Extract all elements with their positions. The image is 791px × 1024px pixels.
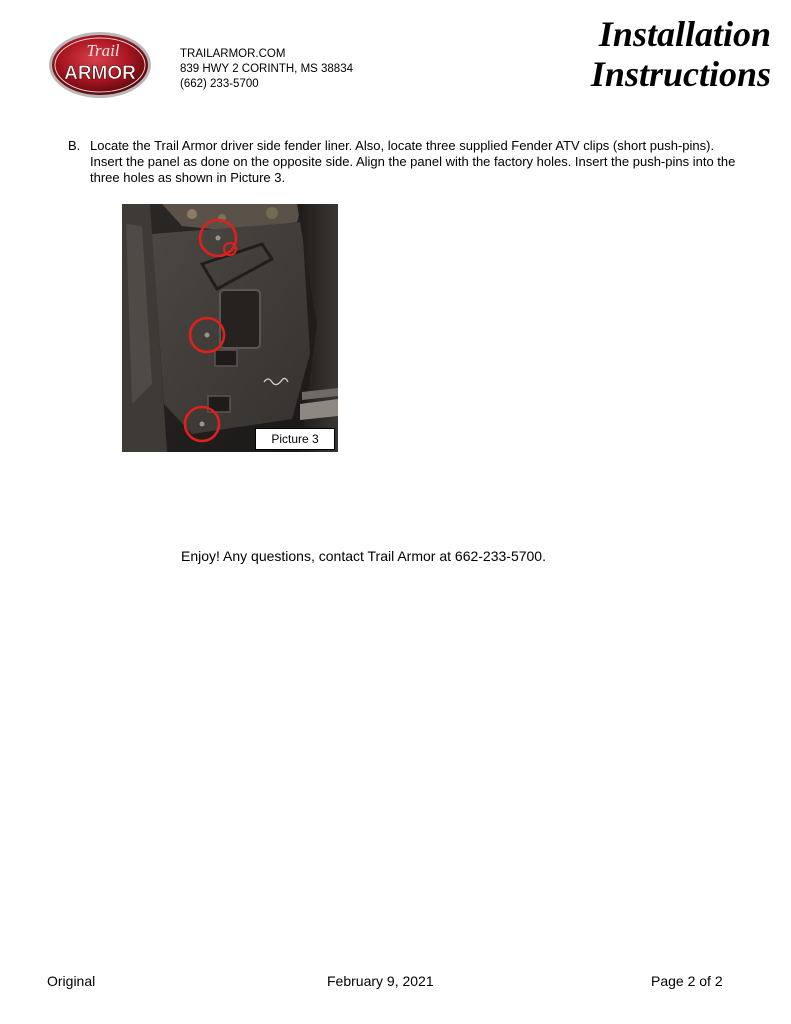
website-text: TRAILARMOR.COM	[180, 48, 286, 60]
trail-armor-logo	[48, 30, 152, 100]
logo-graphic	[48, 30, 152, 100]
title-line-2: Instructions	[590, 54, 771, 94]
phone-text: (662) 233-5700	[180, 78, 259, 90]
photo-graphic	[122, 204, 338, 452]
instruction-step	[68, 138, 748, 186]
step-marker: B.	[68, 138, 81, 153]
contact-block	[180, 47, 353, 92]
closing-text: Enjoy! Any questions, contact Trail Armor at 662-233-5700.	[181, 548, 546, 564]
footer-page-number: Page 2 of 2	[651, 973, 723, 989]
picture-caption: Picture 3	[255, 428, 335, 450]
installation-photo	[122, 204, 338, 452]
footer-revision: Original	[47, 973, 96, 989]
step-text: Locate the Trail Armor driver side fender liner. Also, locate three supplied Fender ATV clips (short push-pins). Insert the panel as done on the opposite side. Align the panel with the factory holes. Insert the push-pins into the three holes as shown in Picture 3.	[90, 138, 736, 185]
title-line-1: Installation	[598, 14, 771, 54]
logo-text-top: Trail	[86, 41, 120, 60]
document-title	[591, 14, 771, 94]
address-text: 839 HWY 2 CORINTH, MS 38834	[180, 63, 353, 75]
logo-text-bottom: ARMOR	[64, 63, 136, 84]
footer-date: February 9, 2021	[327, 973, 434, 989]
